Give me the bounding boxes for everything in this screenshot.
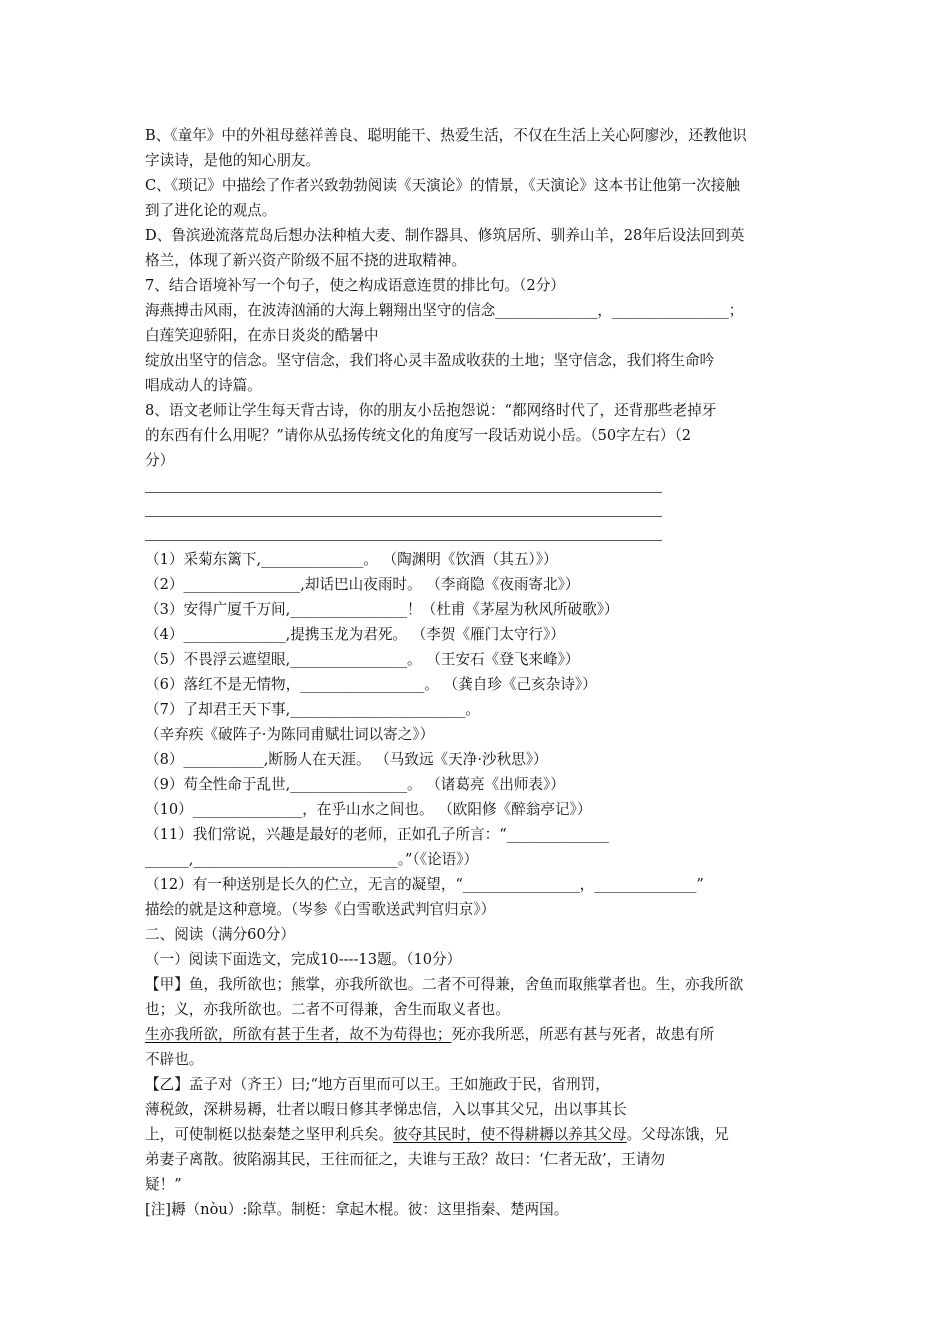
option-d-line-1: D、鲁滨逊流落荒岛后想办法种植大麦、制作器具、修筑居所、驯养山羊，28年后设法回到英 — [145, 227, 745, 244]
passage-yi-line-5: 疑！” — [145, 1176, 182, 1193]
poem-item: 描绘的就是这种意境。（岑参《白雪歌送武判官归京》） — [145, 901, 496, 918]
section-heading: 二、阅读（满分60分） — [145, 926, 295, 943]
poem-item: （2）________________,却话巴山夜雨时。 （李商隐《夜雨寄北》） — [145, 576, 580, 593]
q7-prompt: 7、结合语境补写一个句子，使之构成语意连贯的排比句。（2分） — [145, 277, 565, 294]
passage-text: 上，可使制梃以挞秦楚之坚甲利兵矣。 — [145, 1126, 394, 1143]
option-b-line-1: B、《童年》中的外祖母慈祥善良、聪明能干、热爱生活，不仅在生活上关心阿廖沙，还教他识 — [145, 127, 747, 144]
exam-page — [145, 123, 810, 1222]
q8-line-3: 分） — [145, 452, 175, 469]
footnote: [注]耨（nòu）:除草。制梃：拿起木棍。彼：这里指秦、楚两国。 — [145, 1201, 569, 1218]
passage-yi-line-1: 【乙】孟子对（齐王）曰;“地方百里而可以王。王如施政于民，省刑罚， — [145, 1076, 610, 1093]
option-c-line-1: C、《琐记》中描绘了作者兴致勃勃阅读《天演论》的情景，《天演论》这本书让他第一次接触 — [145, 177, 740, 194]
option-d-line-2: 格兰，体现了新兴资产阶级不屈不挠的进取精神。 — [145, 252, 467, 269]
poem-item: （1）采菊东篱下,______________。 （陶渊明《饮酒（其五）》） — [145, 551, 558, 568]
poem-item: （4）______________,提携玉龙为君死。 （李贺《雁门太守行》） — [145, 626, 565, 643]
poem-item: （5）不畏浮云遮望眼,________________。 （王安石《登飞来峰》） — [145, 651, 580, 668]
question-6-options — [145, 123, 810, 273]
poem-item: （9）苟全性命于乱世,________________。 （诸葛亮《出师表》） — [145, 776, 565, 793]
answer-line-2 — [145, 497, 810, 521]
q7-line-4: 绽放出坚守的信念。坚守信念，我们将心灵丰盈成收获的土地；坚守信念，我们将生命吟 — [145, 352, 715, 369]
poem-item: （7）了却君王天下事,________________________。 — [145, 701, 480, 718]
question-8 — [145, 398, 810, 545]
q8-line-2: 的东西有什么用呢？”请你从弘扬传统文化的角度写一段话劝说小岳。（50字左右）（2 — [145, 427, 692, 444]
poem-item: （3）安得广厦千万间,________________！（杜甫《茅屋为秋风所破歌》） — [145, 601, 619, 618]
poem-item: （辛弃疾《破阵子·为陈同甫赋壮词以寄之》） — [145, 726, 435, 743]
q7-line-3: 白莲笑迎骄阳，在赤日炎炎的酷暑中 — [145, 327, 379, 344]
poem-fill-in-list — [145, 547, 810, 922]
q8-line-1: 8、语文老师让学生每天背古诗，你的朋友小岳抱怨说：“都网络时代了，还背那些老掉牙 — [145, 402, 717, 419]
poem-item: （12）有一种送别是长久的伫立，无言的凝望，“________________，______________” — [145, 876, 704, 893]
poem-item: （11）我们常说，兴趣是最好的老师，正如孔子所言：“______________ — [145, 826, 609, 843]
option-c-line-2: 到了进化论的观点。 — [145, 202, 277, 219]
poem-item: （10）_______________，在乎山水之间也。 （欧阳修《醉翁亭记》） — [145, 801, 592, 818]
subsection-heading: （一）阅读下面选文，完成10----13题。（10分） — [145, 951, 462, 968]
answer-line-1 — [145, 473, 810, 497]
poem-item: （8）___________,断肠人在天涯。 （马致远《天净·沙秋思》） — [145, 751, 548, 768]
passage-yi-line-4: 弟妻子离散。彼陷溺其民，王往而征之，夫谁与王敌？故曰：‘仁者无敌’，王请勿 — [145, 1151, 666, 1168]
question-7 — [145, 273, 810, 398]
passage-jia-line-3 — [145, 1022, 810, 1047]
reading-section — [145, 922, 810, 1222]
passage-yi-line-2: 薄税敛，深耕易耨，壮者以暇日修其孝悌忠信，入以事其父兄，出以事其长 — [145, 1101, 627, 1118]
option-b-line-2: 字读诗，是他的知心朋友。 — [145, 152, 321, 169]
poem-item: （6）落红不是无情物，_________________。 （龚自珍《己亥杂诗》） — [145, 676, 597, 693]
passage-yi-line-3 — [145, 1122, 810, 1147]
passage-text: 死亦我所恶，所恶有甚与死者，故患有所 — [451, 1026, 715, 1043]
q7-line-2: 海燕搏击风雨，在波涛汹涌的大海上翱翔出坚守的信念______________，________________； — [145, 302, 744, 319]
underlined-sentence: 彼夺其民时，使不得耕耨以养其父母 — [393, 1126, 627, 1143]
q7-line-5: 唱成动人的诗篇。 — [145, 377, 262, 394]
passage-text: 。父母冻饿，兄 — [626, 1126, 729, 1143]
poem-item: ______,____________________________。”（《论语》） — [145, 851, 479, 868]
passage-jia-line-1: 【甲】鱼，我所欲也；熊掌，亦我所欲也。二者不可得兼，舍鱼而取熊掌者也。生，亦我所欲 — [145, 976, 744, 993]
passage-jia-line-4: 不辟也。 — [145, 1051, 204, 1068]
underlined-sentence: 生亦我所欲，所欲有甚于生者，故不为苟得也； — [145, 1026, 452, 1043]
passage-jia-line-2: 也；义，亦我所欲也。二者不可得兼，舍生而取义者也。 — [145, 1001, 510, 1018]
answer-line-3 — [145, 521, 810, 545]
